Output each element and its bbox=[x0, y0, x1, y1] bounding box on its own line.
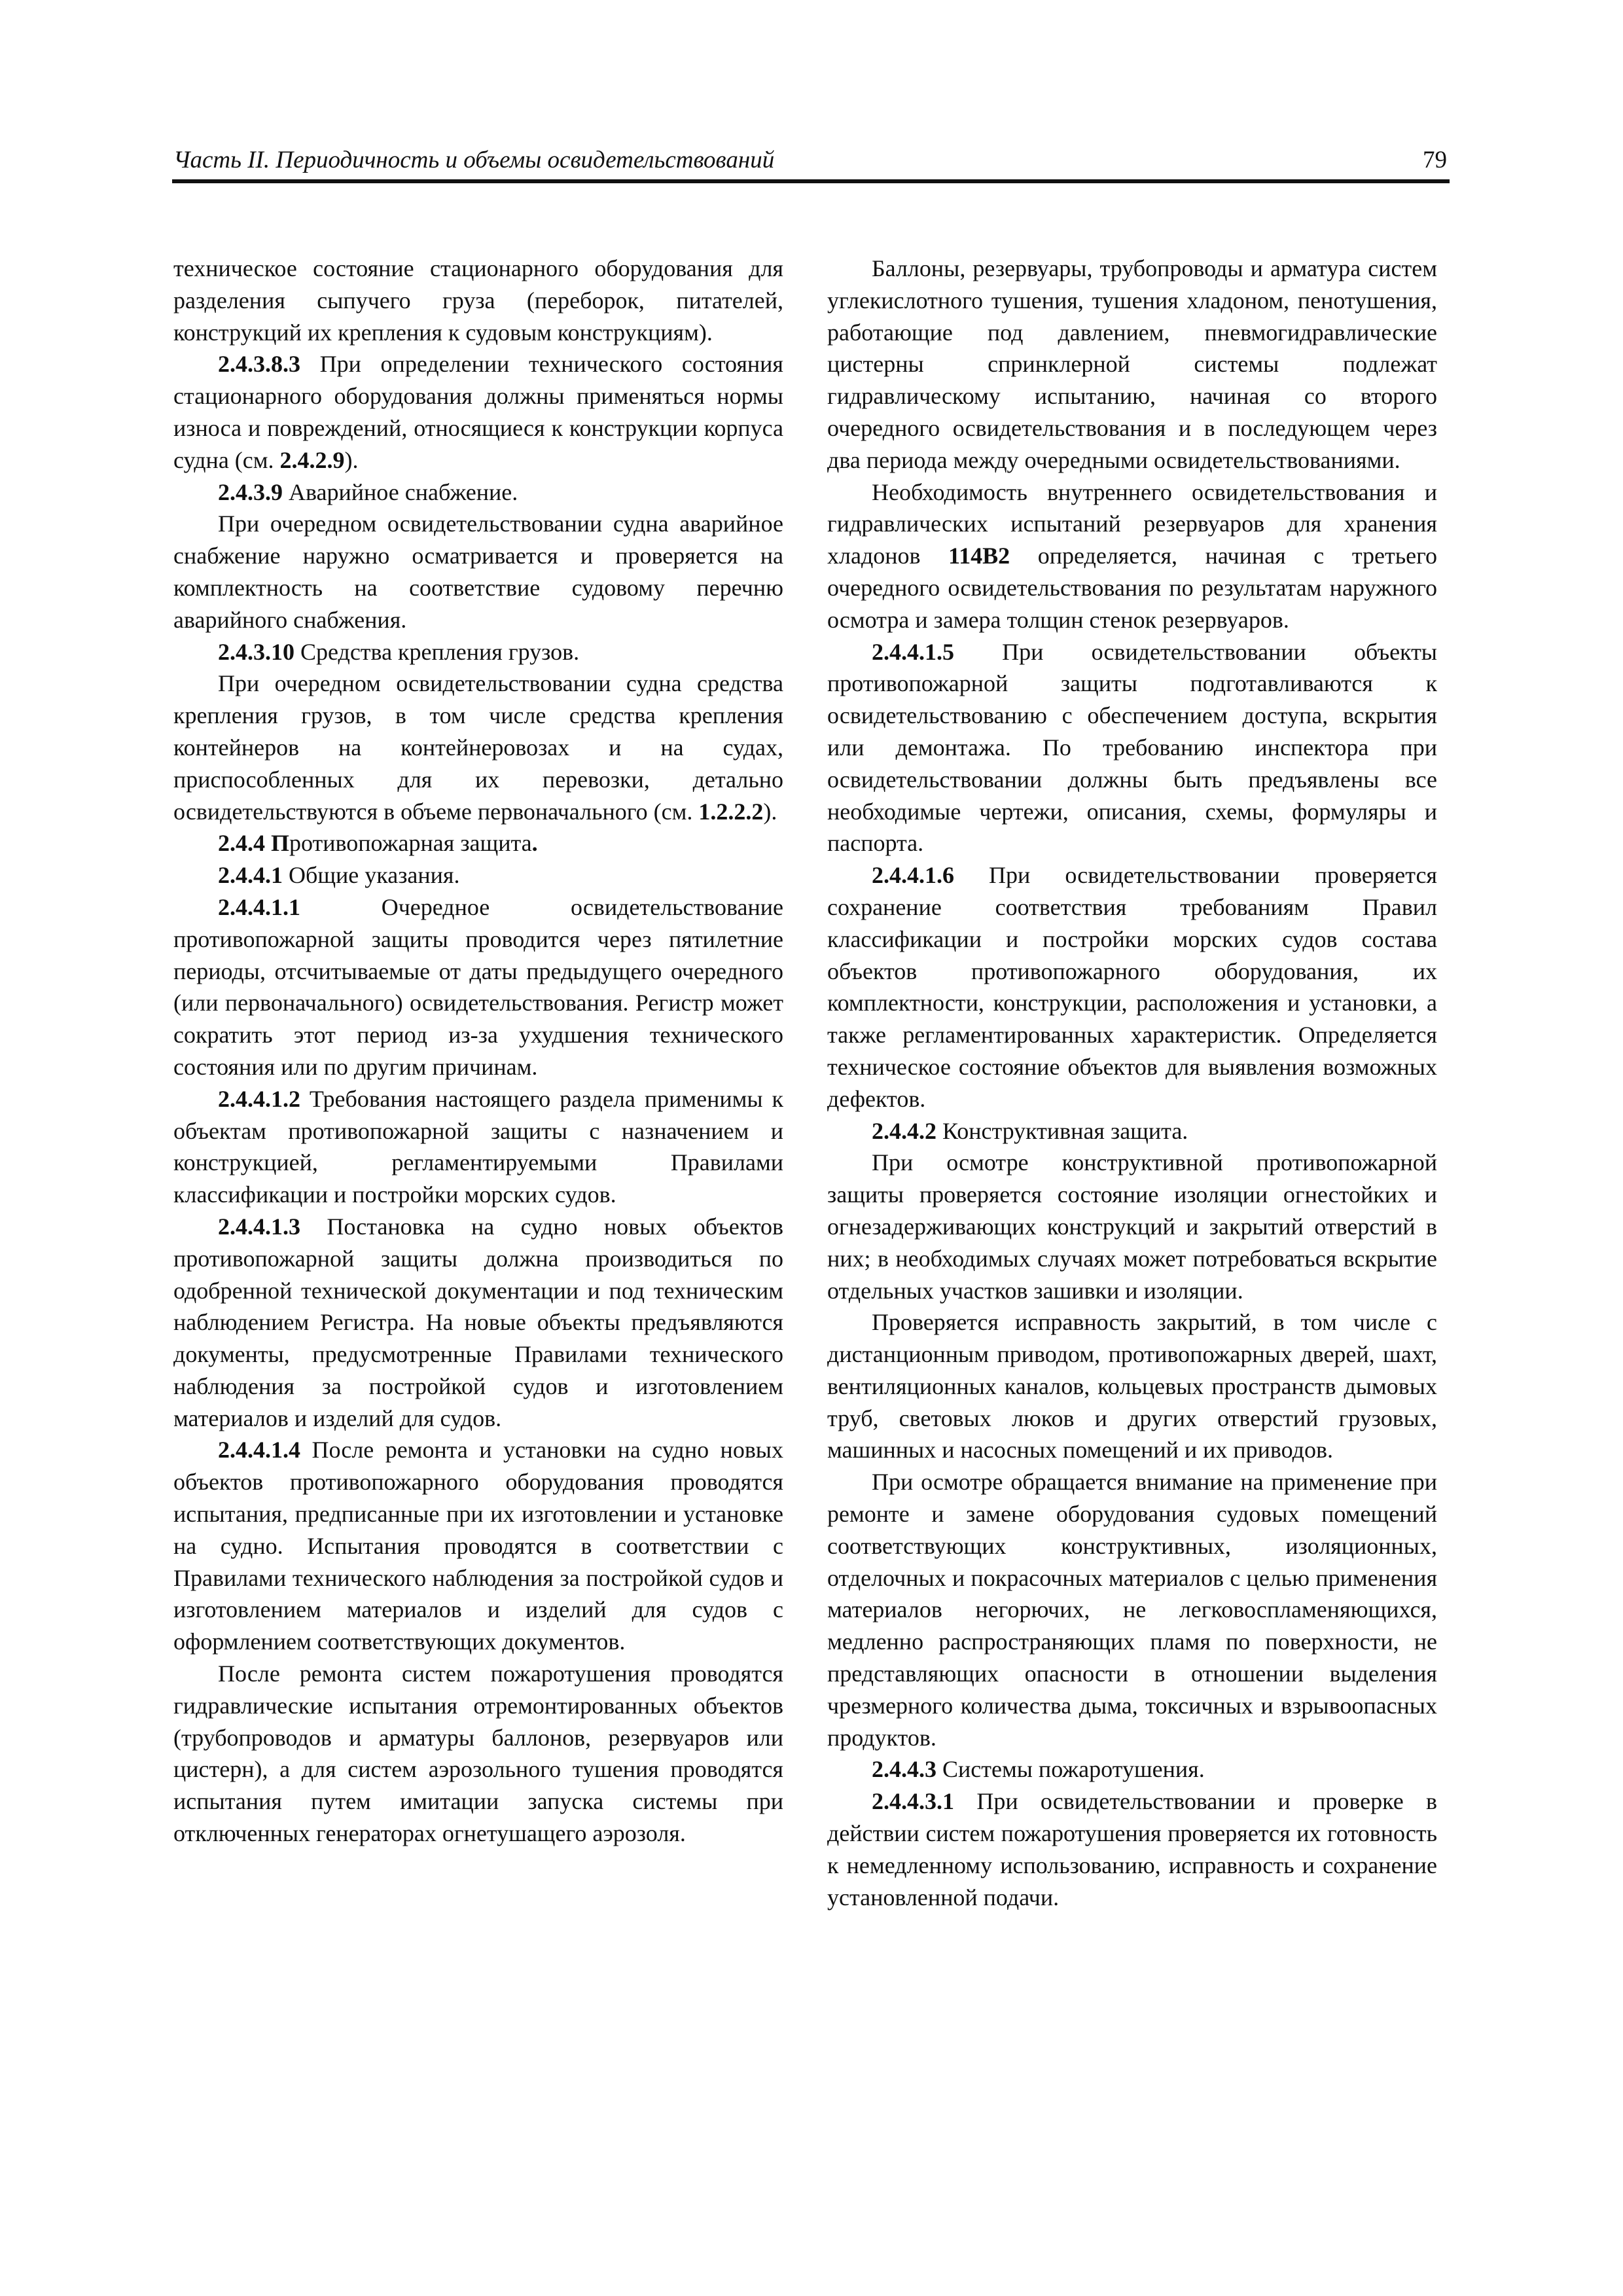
paragraph: 2.4.4.1.3 Постановка на судно новых объектов противопожарной защиты должна производиться по одобренной технической документации и под техническим наблюдением Регистра. На новые объекты предъявляются документы, предусмотренные Правилами технического наблюдения за постройкой судов и изготовлением материалов и изделий для судов. bbox=[173, 1213, 783, 1431]
paragraph: При очередном освидетельствовании судна аварийное снабжение наружно осматривается и проверяется на комплектность на соответствие судовому перечню аварийного снабжения. bbox=[173, 511, 783, 633]
paragraph: 2.4.4.3.1 При освидетельствовании и проверке в действии систем пожаротушения проверяется их готовность к немедленному использованию, исправность и сохранение установленной подачи. bbox=[827, 1788, 1437, 1910]
section-number: 2.4.4.1.4 bbox=[218, 1437, 300, 1463]
section-number: 2.4.4.1.3 bbox=[218, 1213, 300, 1240]
paragraph: После ремонта систем пожаротушения проводятся гидравлические испытания отремонтированных объектов (трубопроводов и арматуры баллонов, резервуаров или цистерн), а для систем аэрозольного тушения проводятся испытания путем имитации запуска системы при отключенных генераторах огнетушащего аэрозоля. bbox=[173, 1660, 783, 1847]
section-number: 2.4.4 П bbox=[218, 830, 290, 857]
section-number: 2.4.3.9 bbox=[218, 478, 283, 505]
section-number: 2.4.4.3 bbox=[872, 1756, 936, 1783]
section-number: 2.4.4.1 bbox=[218, 862, 283, 889]
left-column bbox=[173, 253, 783, 1850]
section-heading: 2.4.4.2 Конструктивная защита. bbox=[872, 1117, 1188, 1144]
paragraph: При осмотре конструктивной противопожарной защиты проверяется состояние изоляции огнестойких и огнезадерживающих конструкций и закрытий отверстий в них; в необходимых случаях может потребоваться вскрытие отдельных участков зашивки и изоляции. bbox=[827, 1149, 1437, 1304]
paragraph: 2.4.4.1.2 Требования настоящего раздела применимы к объектам противопожарной защиты с назначением и конструкцией, регламентируемыми Правилами классификации и постройки морских судов. bbox=[173, 1085, 783, 1208]
section-number: 2.4.3.8.3 bbox=[218, 351, 300, 378]
paragraph: 2.4.4.1.4 После ремонта и установки на судно новых объектов противопожарного оборудования проводятся испытания, предписанные при их изготовлении и установке на судно. Испытания проводятся в соответствии с Правилами технического наблюдения за постройкой судов и изготовлением материалов и изделий для судов с оформлением соответствующих документов. bbox=[173, 1437, 783, 1655]
paragraph: Проверяется исправность закрытий, в том числе с дистанционным приводом, противопожарных дверей, шахт, вентиляционных каналов, кольцевых пространств дымовых труб, световых люков и других отверстий грузовых, машинных и насосных помещений и их приводов. bbox=[827, 1309, 1437, 1463]
section-heading: 2.4.3.9 Аварийное снабжение. bbox=[218, 478, 518, 505]
cross-reference: 1.2.2.2 bbox=[698, 798, 764, 825]
paragraph: При очередном освидетельствовании судна средства крепления грузов, в том числе средства крепления контейнеров на контейнеровозах и на судах, приспособленных для их перевозки, детально освидетельствуются в объеме первоначального (см. 1.2.2.2). bbox=[173, 670, 783, 825]
paragraph: При осмотре обращается внимание на применение при ремонте и замене оборудования судовых помещений соответствующих конструктивных, изоляционных, отделочных и покрасочных материалов с целью применения материалов негорючих, не легковоспламеняющихся, медленно распространяющих пламя по поверхности, не представляющих опасности в отношении выделения чрезмерного количества дыма, токсичных и взрывоопасных продуктов. bbox=[827, 1469, 1437, 1751]
section-number: 2.4.4.1.2 bbox=[218, 1085, 300, 1112]
section-heading: 2.4.4 Противопожарная защита. bbox=[218, 830, 538, 857]
running-title: Часть II. Периодичность и объемы освидетельствований bbox=[173, 147, 775, 173]
paragraph: 2.4.4.1.5 При освидетельствовании объекты противопожарной защиты подготавливаются к освидетельствованию с обеспечением доступа, вскрытия или демонтажа. По требованию инспектора при освидетельствовании должны быть предъявлены все необходимые чертежи, описания, схемы, формуляры и паспорта. bbox=[827, 638, 1437, 857]
section-heading: 2.4.3.10 Средства крепления грузов. bbox=[218, 638, 580, 665]
page-number: 79 bbox=[1423, 147, 1447, 173]
paragraph: 2.4.4.1.6 При освидетельствовании проверяется сохранение соответствия требованиям Правил классификации и постройки морских судов состава объектов противопожарного оборудования, их комплектности, конструкции, расположения и установки, а также регламентированных характеристик. Определяется техническое состояние объектов для выявления возможных дефектов. bbox=[827, 862, 1437, 1112]
section-number: 2.4.4.3.1 bbox=[872, 1788, 954, 1815]
section-heading: 2.4.4.3 Системы пожаротушения. bbox=[872, 1756, 1205, 1783]
section-number: 2.4.4.1.5 bbox=[872, 638, 954, 665]
section-number: 2.4.4.2 bbox=[872, 1117, 936, 1144]
paragraph: техническое состояние стационарного оборудования для разделения сыпучего груза (переборок, питателей, конструкций их крепления к судовым конструкциям). bbox=[173, 255, 783, 346]
paragraph: Баллоны, резервуары, трубопроводы и арматура систем углекислотного тушения, тушения хладоном, пенотушения, работающие под давлением, пневмогидравлические цистерны спринклерной системы подлежат гидравлическому испытанию, начиная со второго очередного освидетельствования и в последующем через два периода между очередными освидетельствованиями. bbox=[827, 255, 1437, 473]
section-heading: 2.4.4.1 Общие указания. bbox=[218, 862, 460, 889]
cross-reference: 2.4.2.9 bbox=[279, 446, 345, 473]
running-header bbox=[172, 143, 1450, 183]
paragraph: 2.4.4.1.1 Очередное освидетельствование противопожарной защиты проводится через пятилетние периоды, отсчитываемые от даты предыдущего очередного (или первоначального) освидетельствования. Регистр может сократить этот период из-за ухудшения технического состояния или по другим причинам. bbox=[173, 893, 783, 1080]
paragraph: 2.4.3.8.3 При определении технического состояния стационарного оборудования должны применяться нормы износа и повреждений, относящиеся к конструкции корпуса судна (см. 2.4.2.9). bbox=[173, 351, 783, 473]
paragraph: Необходимость внутреннего освидетельствования и гидравлических испытаний резервуаров для хранения хладонов 114В2 определяется, начиная с третьего очередного освидетельствования по результатам наружного осмотра и замера толщин стенок резервуаров. bbox=[827, 478, 1437, 633]
section-number: 2.4.4.1.6 bbox=[872, 862, 954, 889]
right-column bbox=[827, 253, 1437, 1913]
section-number: 2.4.4.1.1 bbox=[218, 893, 300, 920]
section-number: 2.4.3.10 bbox=[218, 638, 294, 665]
cross-reference: 114В2 bbox=[948, 543, 1010, 569]
